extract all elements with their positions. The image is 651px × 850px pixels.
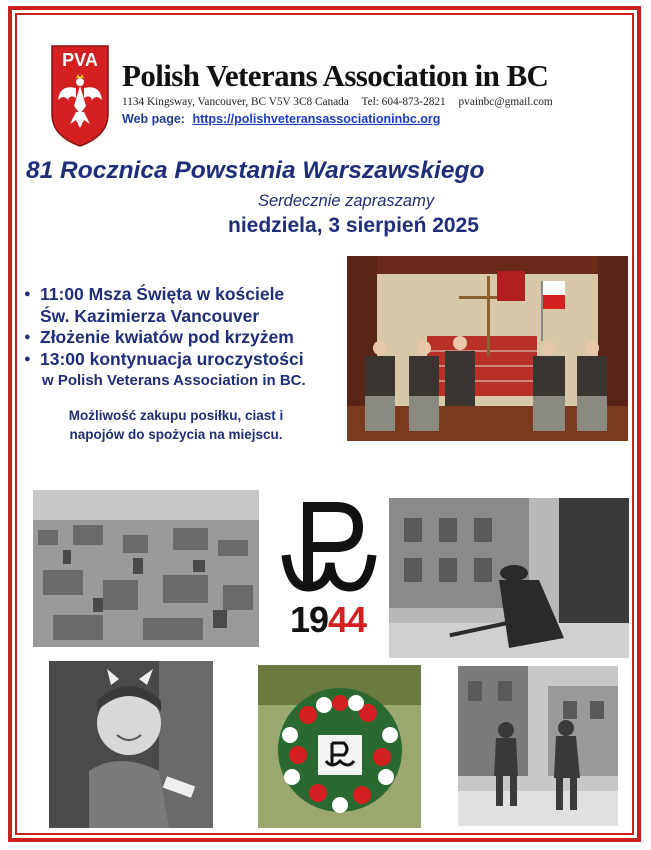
org-name: Polish Veterans Association in BC: [122, 58, 549, 93]
veterans-photo: [347, 256, 628, 441]
tel-text: Tel: 604-873-2821: [361, 96, 446, 108]
address-text: 1134 Kingsway, Vancouver, BC V5V 3C8 Canada: [122, 96, 349, 108]
meal-note-line1: Możliwość zakupu posiłku, ciast i: [68, 408, 284, 423]
year-suffix: 44: [328, 599, 367, 640]
website-link[interactable]: https://polishveteransassociationinbc.org: [192, 112, 441, 126]
wreath-photo: [258, 665, 421, 828]
schedule-mass-line1: ● 11:00 Msza Święta w kościele: [40, 284, 285, 304]
schedule-list: [24, 284, 306, 392]
contact-line: [122, 96, 563, 108]
schedule-item-mass: [24, 284, 306, 327]
email-text: pvainbc@gmail.com: [458, 96, 553, 108]
ruined-warsaw-photo: [33, 490, 259, 647]
meal-note-line2: napojów do spożycia na miejscu.: [69, 427, 283, 442]
insurgent-soldier-photo: [389, 498, 629, 658]
meal-note: [40, 406, 312, 444]
schedule-continuation-line2: w Polish Veterans Association in BC.: [42, 372, 306, 389]
schedule-mass-line2: Św. Kazimierza Vancouver: [40, 305, 260, 326]
schedule-item-flowers: [24, 327, 306, 349]
pva-logo: [50, 44, 110, 148]
year-prefix: 19: [289, 599, 328, 640]
invite-text: Serdecznie zapraszamy: [258, 192, 435, 210]
event-title: 81 Rocznica Powstania Warszawskiego: [26, 157, 485, 184]
web-label: Web page:: [122, 112, 185, 126]
event-date: niedziela, 3 sierpień 2025: [228, 214, 479, 237]
kotwica-icon: [278, 495, 378, 595]
schedule-item-continuation: [24, 349, 306, 392]
logo-text: PVA: [62, 50, 98, 70]
kotwica-1944-emblem: [278, 495, 378, 645]
web-line: [122, 112, 440, 126]
schedule-flowers-line: ● Złożenie kwiatów pod krzyżem: [40, 327, 294, 347]
girl-photo: [49, 661, 213, 828]
boys-photo: [458, 666, 618, 826]
schedule-continuation-line1: ● 13:00 kontynuacja uroczystości: [40, 348, 304, 369]
